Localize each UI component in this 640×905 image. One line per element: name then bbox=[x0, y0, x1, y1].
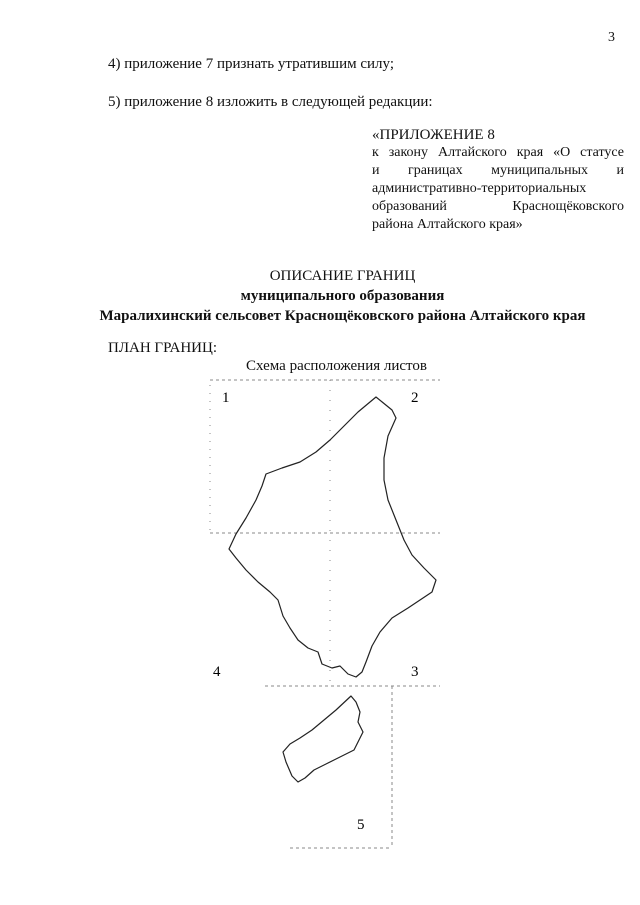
appendix-title: «ПРИЛОЖЕНИЕ 8 bbox=[372, 127, 495, 143]
page-number: 3 bbox=[608, 30, 615, 45]
main-boundary-polygon bbox=[229, 397, 436, 677]
sheet-number-3: 3 bbox=[411, 664, 419, 680]
heading-title: ОПИСАНИЕ ГРАНИЦ bbox=[269, 268, 416, 284]
sheet-number-5: 5 bbox=[357, 817, 365, 833]
sheet-number-1: 1 bbox=[222, 390, 230, 406]
plan-label: ПЛАН ГРАНИЦ: bbox=[108, 340, 218, 356]
heading-municipality: Маралихинский сельсовет Краснощёковского района Алтайского края bbox=[99, 308, 586, 324]
scheme-title: Схема расположения листов bbox=[246, 358, 427, 374]
sheet-number-2: 2 bbox=[411, 390, 419, 406]
appendix-line-1: к закону Алтайского края «О статусе bbox=[372, 145, 624, 160]
appendix-line-2: и границах муниципальных и bbox=[372, 163, 624, 178]
list-item-5: 5) приложение 8 изложить в следующей редакции: bbox=[108, 94, 433, 110]
appendix-line-4: образований Краснощёковского bbox=[372, 199, 624, 214]
lower-boundary-polygon bbox=[283, 696, 363, 782]
appendix-line-5: района Алтайского края» bbox=[372, 217, 523, 232]
sheet-number-4: 4 bbox=[213, 664, 221, 680]
heading-subtitle: муниципального образования bbox=[240, 288, 445, 304]
list-item-4: 4) приложение 7 признать утратившим силу; bbox=[108, 56, 395, 72]
appendix-line-3: административно-территориальных bbox=[372, 181, 587, 196]
sheet-grid bbox=[210, 380, 440, 848]
